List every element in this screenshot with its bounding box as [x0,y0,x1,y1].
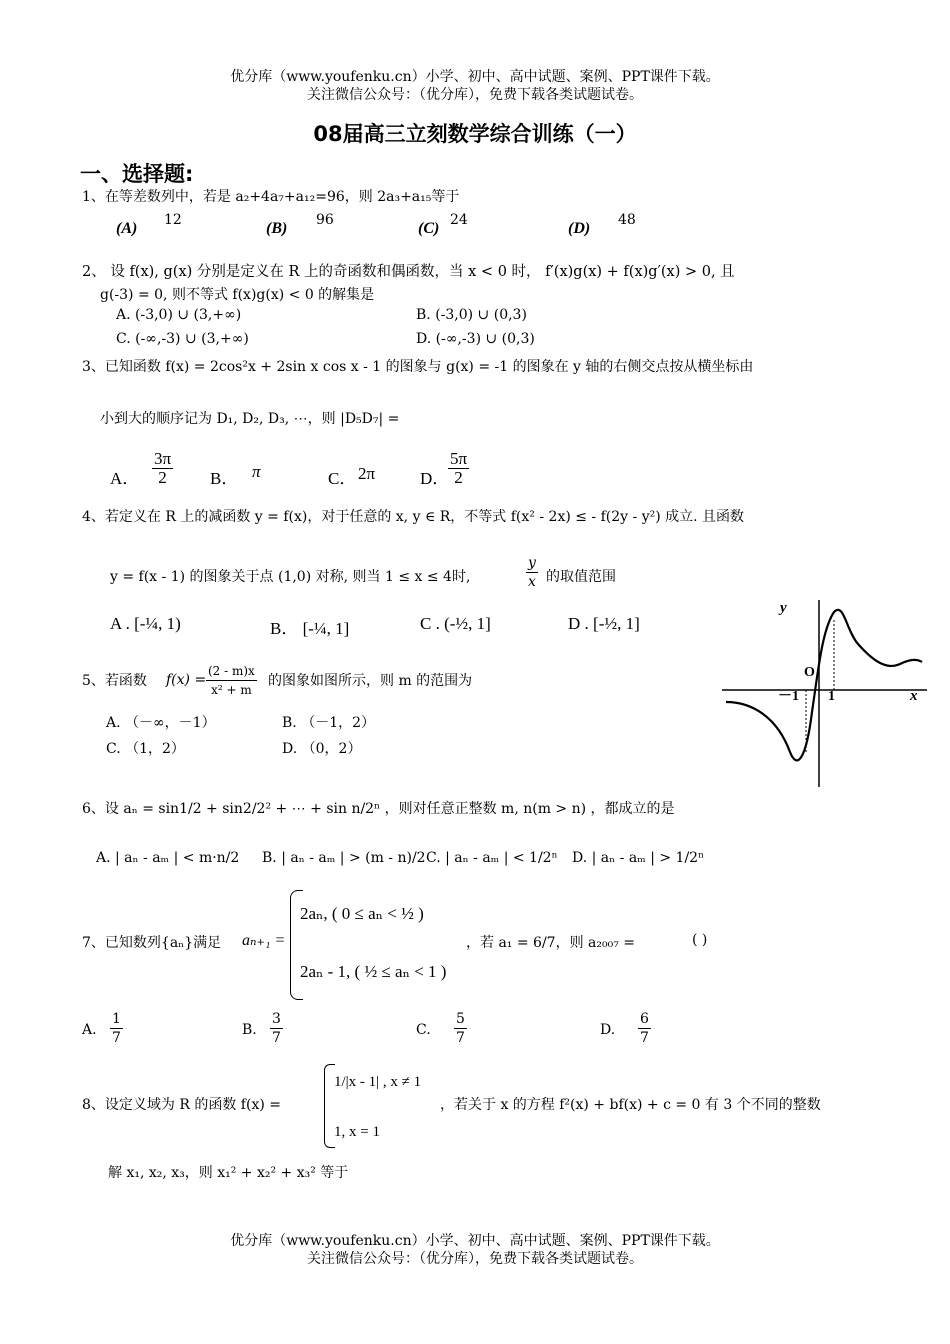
q7-option-c-numerator: 5 [456,1011,465,1027]
question-7-options [82,1010,662,1054]
q3-option-a-numerator: 3π [154,449,172,468]
q2-option-c: C. (-∞,-3) ∪ (3,+∞) [116,331,249,347]
q7-case-2: 2aₙ - 1, ( ½ ≤ aₙ < 1 ) [300,962,447,981]
function-curve [726,610,922,760]
q7-option-a-value [110,1010,123,1047]
q7-option-b-denominator: 7 [272,1030,281,1046]
y-axis-label: y [780,600,787,616]
question-4-line-2a: y = f(x - 1) 的图象关于点 (1,0) 对称, 则当 1 ≤ x ≤ 4时, [110,569,471,585]
q7-option-d-label: D. [600,1022,616,1038]
q7-option-b-numerator: 3 [272,1011,281,1027]
question-7-text: 7、已知数列{aₙ}满足 [82,935,222,951]
q7-option-c-label: C. [416,1022,431,1038]
question-7-lhs: aₙ₊₁ = [242,932,286,949]
q6-option-d: D. | aₙ - aₘ | > 1/2ⁿ [572,850,705,866]
q2-option-a: A. (-3,0) ∪ (3,+∞) [116,307,242,323]
q1-option-c-label: (C) [418,220,440,237]
q3-option-c-value: 2π [358,464,376,483]
footer-line-1: 优分库（www.youfenku.cn）小学、初中、高中试题、案例、PPT课件下载。 [230,1233,720,1249]
q3-option-d-label: D． [420,469,450,488]
q3-option-d-denominator: 2 [454,468,463,487]
q3-option-a-label: A． [110,469,140,488]
header-line-1: 优分库（www.youfenku.cn）小学、初中、高中试题、案例、PPT课件下载。 [230,69,720,85]
q7-option-a-label: A. [82,1022,97,1038]
q3-option-b-label: B． [210,469,239,488]
question-1-options [116,212,676,242]
question-2-line-2: g(-3) = 0, 则不等式 f(x)g(x) < 0 的解集是 [100,287,375,303]
q4-fraction-numerator: y [528,555,536,571]
q1-option-b-value: 96 [316,212,334,228]
q3-option-b-value: π [252,462,261,481]
q7-option-b-label: B. [242,1022,257,1038]
q5-fraction-denominator: x² + m [211,683,252,697]
question-4-line-1: 4、若定义在 R 上的减函数 y = f(x)，对于任意的 x, y ∈ R，不等式 f(x² - 2x) ≤ - f(2y - y²) 成立. 且函数 [82,509,745,525]
q4-option-b: B． [-¼, 1] [270,619,350,638]
q5-option-b: B. （－1，2） [282,715,376,731]
pos-one-label: 1 [828,689,835,704]
question-3-options [110,450,510,500]
q1-option-d-label: (D) [568,220,591,237]
q4-fraction-y-over-x [526,554,538,591]
question-5-func: f(x) = [166,672,207,688]
q4-option-c: C . (-½, 1] [420,614,491,633]
q3-option-d-value [448,450,469,487]
q7-option-c-denominator: 7 [456,1030,465,1046]
q5-option-a: A. （－∞，－1） [106,715,216,731]
q3-option-d-numerator: 5π [450,449,468,468]
function-graph [722,592,932,792]
question-3-line-2: 小到大的顺序记为 D₁, D₂, D₃, ⋯，则 |D₅D₇| = [100,411,400,427]
q7-option-a-denominator: 7 [112,1030,121,1046]
q8-case-2: 1, x = 1 [334,1124,380,1140]
q7-case-1: 2aₙ, ( 0 ≤ aₙ < ½ ) [300,904,424,923]
q5-option-c: C. （1，2） [106,741,185,757]
q2-option-d: D. (-∞,-3) ∪ (0,3) [416,331,535,347]
q4-option-a: A . [-¼, 1) [110,614,181,633]
q3-option-c-label: C． [328,469,357,488]
q6-option-a: A. | aₙ - aₘ | < m·n/2 [96,850,240,866]
q4-option-d: D . [-½, 1] [568,614,640,633]
q7-option-d-value [638,1010,651,1047]
q7-option-a-numerator: 1 [112,1011,121,1027]
footer-line-2: 关注微信公众号：（优分库），免费下载各类试题试卷。 [307,1251,643,1267]
question-4-line-2b: 的取值范围 [546,569,616,585]
q1-option-a-label: (A) [116,220,138,237]
header-line-2: 关注微信公众号：（优分库），免费下载各类试题试卷。 [307,87,643,103]
question-7-given: ，若 a₁ = 6/7，则 a₂₀₀₇ = [466,935,635,951]
question-8-line-2: 解 x₁, x₂, x₃，则 x₁² + x₂² + x₃² 等于 [108,1165,349,1181]
question-8-line-1b: ，若关于 x 的方程 f²(x) + bf(x) + c = 0 有 3 个不同的整数 [440,1097,821,1113]
question-2-line-1: 2、 设 f(x), g(x) 分别是定义在 R 上的奇函数和偶函数，当 x < 0 时， f′(x)g(x) + f(x)g′(x) > 0, 且 [82,264,735,280]
question-1-text: 1、在等差数列中，若是 a₂+4a₇+a₁₂=96，则 2a₃+a₁₅等于 [82,189,460,205]
question-6-line-1: 6、设 aₙ = sin1/2 + sin2/2² + ⋯ + sin n/2ⁿ ，则对任意正整数 m, n(m > n) ，都成立的是 [82,801,675,817]
q7-option-d-denominator: 7 [640,1030,649,1046]
question-5-text-a: 5、若函数 [82,673,147,689]
neg-one-label: －1 [778,689,799,704]
q3-option-a-value [152,450,173,487]
question-8-line-1a: 8、设定义域为 R 的函数 f(x) = [82,1097,281,1113]
question-5-text-b: 的图象如图所示，则 m 的范围为 [268,673,473,689]
question-7-answer-blank: ( ) [692,932,708,948]
q5-fraction [206,662,257,699]
q6-option-b: B. | aₙ - aₘ | > (m - n)/2 [262,850,426,866]
q5-option-d: D. （0，2） [282,741,362,757]
q8-case-1: 1/|x - 1| , x ≠ 1 [334,1074,422,1090]
q1-option-b-label: (B) [266,220,288,237]
q7-option-c-value [454,1010,467,1047]
q6-option-c: C. | aₙ - aₘ | < 1/2ⁿ [426,850,558,866]
q1-option-a-value: 12 [164,212,182,228]
q7-option-d-numerator: 6 [640,1011,649,1027]
q2-option-b: B. (-3,0) ∪ (0,3) [416,307,527,323]
origin-label: O [804,665,815,680]
question-3-line-1: 3、已知函数 f(x) = 2cos²x + 2sin x cos x - 1 的图象与 g(x) = -1 的图象在 y 轴的右侧交点按从横坐标由 [82,359,754,375]
q4-fraction-denominator: x [528,574,536,590]
section-heading: 一、选择题: [80,162,194,186]
x-axis-label: x [910,688,918,704]
q3-option-a-denominator: 2 [158,468,167,487]
q1-option-d-value: 48 [618,212,636,228]
q1-option-c-value: 24 [450,212,468,228]
q5-fraction-numerator: (2 - m)x [206,662,257,681]
page-title: 08届高三立刻数学综合训练（一） [313,122,637,146]
q7-option-b-value [270,1010,283,1047]
